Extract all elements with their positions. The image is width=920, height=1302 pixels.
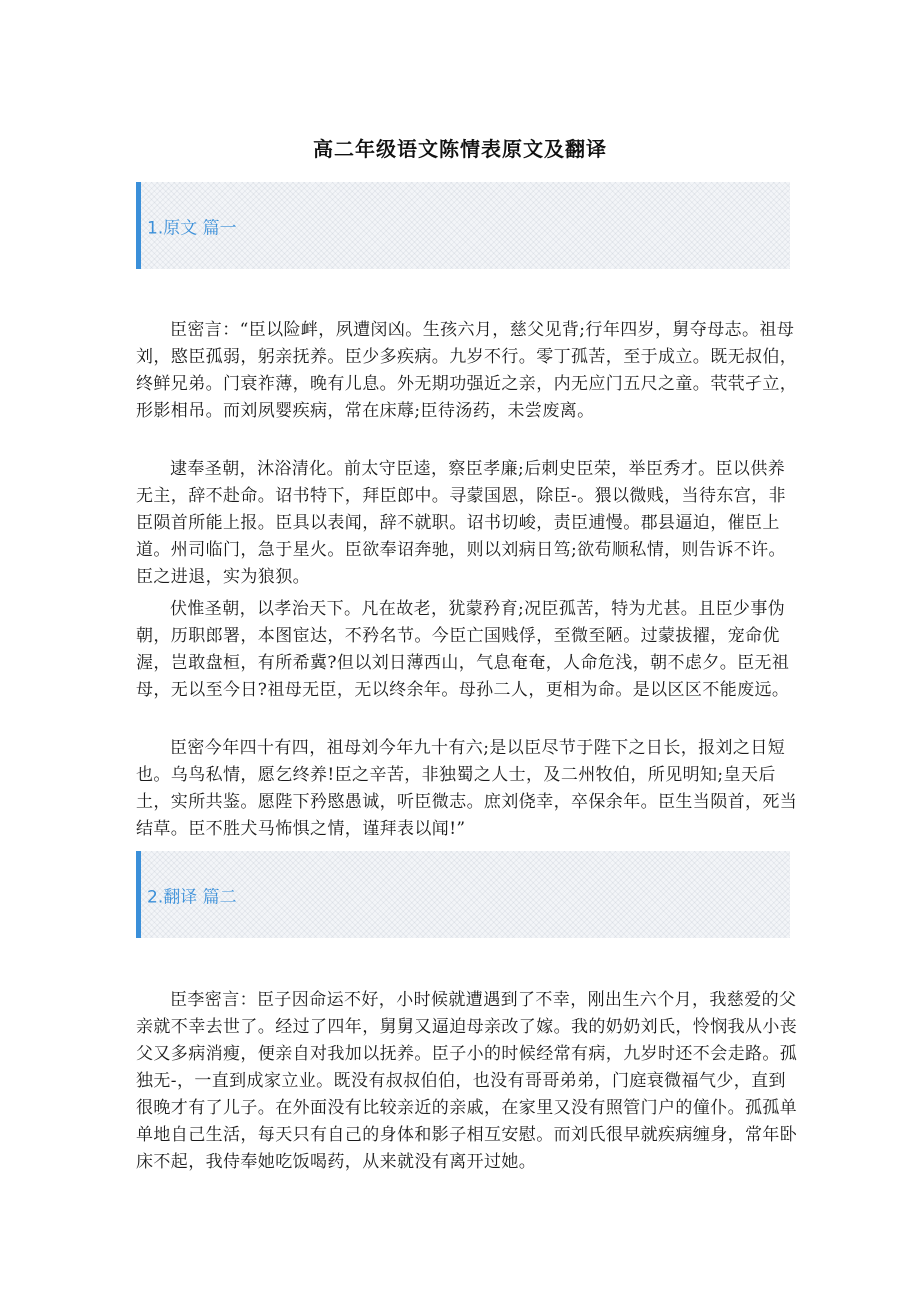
paragraph: 臣密今年四十有四，祖母刘今年九十有六;是以臣尽节于陛下之日长，报刘之日短也。乌鸟私情，愿乞终养!臣之辛苦，非独蜀之人士，及二州牧伯，所见明知;皇天后土，实所共鉴。愿陛下矜愍愚诚，听臣微志。庶刘侥幸，卒保余年。臣生当陨首，死当结草。臣不胜犬马怖惧之情，谨拜表以闻!” (136, 738, 798, 839)
page-title: 高二年级语文陈情表原文及翻译 (313, 137, 607, 161)
section-header-translation (136, 851, 790, 938)
section-header-original (136, 182, 790, 269)
paragraph: 臣李密言：臣子因命运不好，小时候就遭遇到了不幸，刚出生六个月，我慈爱的父亲就不幸去世了。经过了四年，舅舅又逼迫母亲改了嫁。我的奶奶刘氏，怜悯我从小丧父又多病消瘦，便亲自对我加以抚养。臣子小的时候经常有病，九岁时还不会走路。孤独无-，一直到成家立业。既没有叔叔伯伯，也没有哥哥弟弟，门庭衰微福气少，直到很晚才有了儿子。在外面没有比较亲近的亲戚，在家里又没有照管门户的僮仆。孤孤单单地自己生活，每天只有自己的身体和影子相互安慰。而刘氏很早就疾病缠身，常年卧床不起，我侍奉她吃饭喝药，从来就没有离开过她。 (136, 990, 798, 1172)
paragraph: 伏惟圣朝，以孝治天下。凡在故老，犹蒙矜育;况臣孤苦，特为尤甚。且臣少事伪朝，历职郎署，本图宦达，不矜名节。今臣亡国贱俘，至微至陋。过蒙拔擢，宠命优渥，岂敢盘桓，有所希冀?但以刘日薄西山，气息奄奄，人命危浅，朝不虑夕。臣无祖母，无以至今日?祖母无臣，无以终余年。母孙二人，更相为命。是以区区不能废远。 (136, 599, 790, 700)
paragraph: 逮奉圣朝，沐浴清化。前太守臣逵，察臣孝廉;后刺史臣荣，举臣秀才。臣以供养无主，辞不赴命。诏书特下，拜臣郎中。寻蒙国恩，除臣-。猥以微贱，当待东宫，非臣陨首所能上报。臣具以表闻，辞不就职。诏书切峻，责臣逋慢。郡县逼迫，催臣上道。州司临门，急于星火。臣欲奉诏奔驰，则以刘病日笃;欲苟顺私情，则告诉不许。臣之进退，实为狼狈。 (136, 459, 786, 587)
section-heading: 2.翻译 篇二 (147, 887, 237, 907)
section-heading: 1.原文 篇一 (147, 218, 237, 238)
paragraph: 臣密言：“臣以险衅，夙遭闵凶。生孩六月，慈父见背;行年四岁，舅夺母志。祖母刘，愍臣孤弱，躬亲抚养。臣少多疾病。九岁不行。零丁孤苦，至于成立。既无叔伯，终鲜兄弟。门衰祚薄，晚有儿息。外无期功强近之亲，内无应门五尺之童。茕茕孑立，形影相吊。而刘夙婴疾病，常在床蓐;臣待汤药，未尝废离。 (136, 320, 798, 421)
